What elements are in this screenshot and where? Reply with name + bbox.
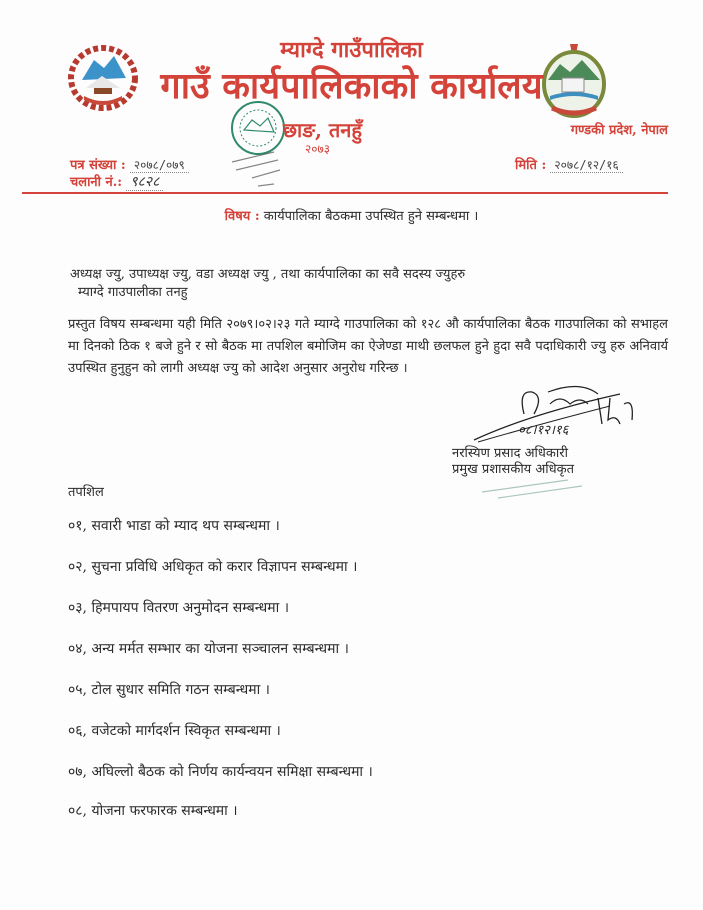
date-label: मिति : [515, 158, 547, 173]
agenda-item: ०५, टोल सुधार समिति गठन सम्बन्धमा । [68, 682, 270, 698]
signatory-stamp-icon [478, 478, 588, 500]
signatory-name: नरस्यिण प्रसाद अधिकारी [452, 446, 568, 461]
addressee-line-2: म्याग्दे गाउपालीका तनहु [78, 285, 188, 300]
subject-text: कार्यपालिका बैठकमा उपस्थित हुने सम्बन्धमा । [263, 209, 479, 224]
header-divider [22, 192, 668, 194]
agenda-item: ०७, अघिल्लो बैठक को निर्णय कार्यन्वयन समिक्षा सम्बन्धमा । [68, 764, 373, 780]
signature-date: ०८।१२।१६ [518, 423, 569, 438]
dispatch-number-label: चलानी नं.: [70, 175, 123, 190]
agenda-item: ०२, सुचना प्रविधि अधिकृत को करार विज्ञापन सम्बन्धमा । [68, 559, 358, 575]
municipality-name: म्याग्दे गाउँपालिका [280, 37, 423, 63]
office-location: छाङ, तनहुँ [283, 118, 362, 142]
letter-number-label: पत्र संख्या : [70, 158, 126, 173]
established-year: २०७३ [305, 142, 330, 156]
addressee-line-1: अध्यक्ष ज्यु, उपाध्यक्ष ज्यु, वडा अध्यक्ष ज्यु , तथा कार्यपालिका का सवै सदस्य ज्युहरु [70, 267, 466, 282]
dispatch-number-row [70, 172, 163, 191]
agenda-item: ०४, अन्य मर्मत सम्भार का योजना सञ्चालन सम्बन्धमा । [68, 641, 349, 657]
agenda-item: ०६, वजेटको मार्गदर्शन स्विकृत सम्बन्धमा । [68, 723, 281, 739]
letter-number-value: २०७८/०७९ [130, 158, 189, 173]
date-value: २०७८/१२/१६ [550, 158, 622, 173]
agenda-item: ०१, सवारी भाडा को म्याद थप सम्बन्धमा । [68, 518, 280, 534]
signatory-title: प्रमुख प्रशासकीय अधिकृत [452, 462, 575, 477]
office-stamp-icon [222, 98, 302, 190]
date-row [515, 155, 623, 173]
agenda-item: ०३, हिमपायप वितरण अनुमोदन सम्बन्धमा । [68, 600, 290, 616]
dispatch-number-value: ९८२८ [126, 174, 163, 191]
province-name: गण्डकी प्रदेश, नेपाल [570, 123, 668, 138]
letter-number-row [70, 155, 189, 173]
subject-label: विषय : [224, 209, 260, 224]
signatory-block [452, 446, 574, 478]
agenda-item: ०८, योजना फरफारक सम्बन्धमा । [68, 803, 238, 819]
body-paragraph: प्रस्तुत विषय सम्बन्धमा यही मिति २०७९।०२।२३ गते म्याग्दे गाउपालिका को १२८ औ कार्यपालिका बैठक गाउपालिका को सभाहल मा दिनको ठिक १ बजे हुने र सो बैठक मा तपशिल बमोजिम का ऐजेण्डा माथी छलफल हुने हुदा सवै पदाधिकारी ज्यु हरु अनिवार्य उपस्थित हुनुहुन को लागी अध्यक्ष ज्यु को आदेश अनुसार अनुरोध गरिन्छ । [68, 317, 668, 376]
office-name: गाउँ कार्यपालिकाको कार्यालय [160, 65, 543, 107]
annex-heading: तपशिल [68, 485, 104, 500]
subject-line [0, 206, 703, 224]
